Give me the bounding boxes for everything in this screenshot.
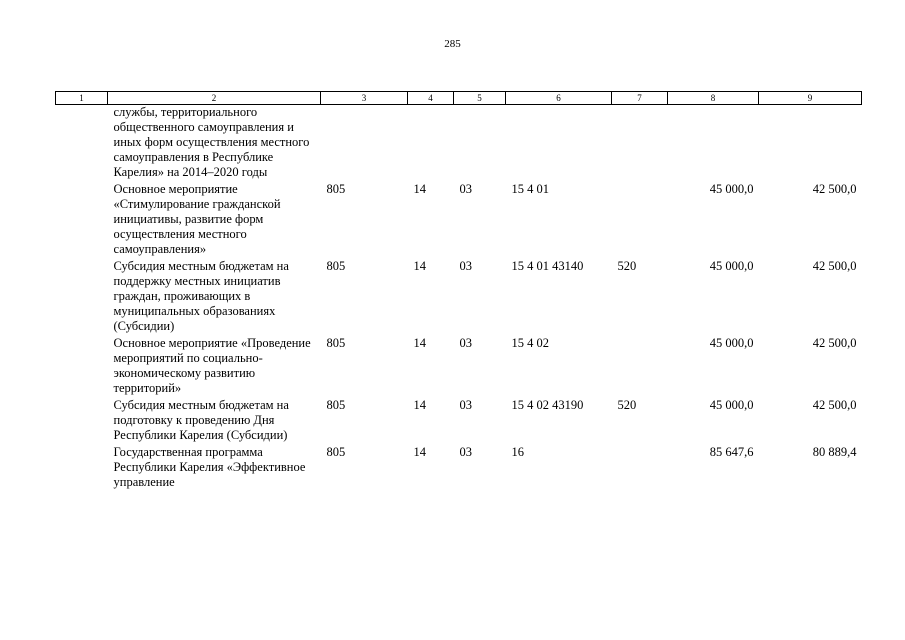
row-ministry-code: 805 bbox=[326, 336, 346, 350]
row-code-cell bbox=[56, 182, 108, 259]
table-row bbox=[56, 398, 862, 445]
row-subsection: 03 bbox=[459, 336, 472, 350]
page-number: 285 bbox=[444, 38, 461, 50]
column-number: 5 bbox=[454, 92, 506, 105]
row-amount-1: 45 000,0 bbox=[709, 398, 754, 412]
column-number: 2 bbox=[108, 92, 321, 105]
row-code-cell bbox=[56, 398, 108, 445]
table-row bbox=[56, 182, 862, 259]
table-row bbox=[56, 105, 862, 183]
row-subsection: 03 bbox=[459, 398, 472, 412]
row-amount-2: 42 500,0 bbox=[812, 182, 857, 196]
row-section: 14 bbox=[413, 336, 426, 350]
row-amount-2: 42 500,0 bbox=[812, 336, 857, 350]
row-target-article: 15 4 01 bbox=[511, 182, 549, 196]
column-number: 7 bbox=[612, 92, 668, 105]
row-ministry-code: 805 bbox=[326, 182, 346, 196]
row-section: 14 bbox=[413, 398, 426, 412]
row-section: 14 bbox=[413, 182, 426, 196]
row-ministry-code: 805 bbox=[326, 445, 346, 459]
row-amount-1 bbox=[668, 105, 759, 183]
row-target-article: 16 bbox=[511, 445, 524, 459]
column-number: 9 bbox=[759, 92, 862, 105]
row-code-cell bbox=[56, 445, 108, 492]
table-row bbox=[56, 336, 862, 398]
row-expense-type bbox=[612, 445, 668, 492]
row-amount-1: 45 000,0 bbox=[709, 259, 754, 273]
row-name: службы, территориального общественного самоуправления и иных форм осуществления местного самоуправления в Республике Карелия» на 2014–2020 годы bbox=[113, 105, 310, 179]
row-amount-1: 45 000,0 bbox=[709, 182, 754, 196]
row-target-article: 15 4 01 43140 bbox=[511, 259, 584, 273]
table-row bbox=[56, 259, 862, 336]
row-subsection bbox=[454, 105, 506, 183]
column-number: 8 bbox=[668, 92, 759, 105]
row-target-article bbox=[506, 105, 612, 183]
column-number: 4 bbox=[408, 92, 454, 105]
column-number: 3 bbox=[321, 92, 408, 105]
row-expense-type: 520 bbox=[617, 398, 637, 412]
row-target-article: 15 4 02 43190 bbox=[511, 398, 584, 412]
row-target-article: 15 4 02 bbox=[511, 336, 549, 350]
column-number: 6 bbox=[506, 92, 612, 105]
row-expense-type bbox=[612, 105, 668, 183]
row-subsection: 03 bbox=[459, 259, 472, 273]
row-section: 14 bbox=[413, 445, 426, 459]
row-subsection: 03 bbox=[459, 445, 472, 459]
budget-table bbox=[55, 91, 862, 492]
row-name: Государственная программа Республики Карелия «Эффективное управление bbox=[113, 445, 306, 489]
row-amount-1: 85 647,6 bbox=[709, 445, 754, 459]
row-amount-2 bbox=[759, 105, 862, 183]
row-amount-2: 80 889,4 bbox=[812, 445, 857, 459]
row-subsection: 03 bbox=[459, 182, 472, 196]
table-row bbox=[56, 445, 862, 492]
row-code-cell bbox=[56, 336, 108, 398]
row-section bbox=[408, 105, 454, 183]
column-number-row bbox=[56, 92, 862, 105]
row-amount-2: 42 500,0 bbox=[812, 259, 857, 273]
column-number: 1 bbox=[56, 92, 108, 105]
row-expense-type bbox=[612, 182, 668, 259]
row-section: 14 bbox=[413, 259, 426, 273]
row-name: Субсидия местным бюджетам на поддержку местных инициатив граждан, проживающих в муниципальных образованиях (Субсидии) bbox=[113, 259, 289, 333]
row-name: Основное мероприятие «Стимулирование гражданской инициативы, развитие форм осуществления местного самоуправления» bbox=[113, 182, 281, 256]
row-ministry-code: 805 bbox=[326, 398, 346, 412]
row-ministry-code bbox=[321, 105, 408, 183]
row-code-cell bbox=[56, 105, 108, 183]
row-name: Основное мероприятие «Проведение мероприятий по социально-экономическому развитию территорий» bbox=[113, 336, 311, 395]
row-expense-type bbox=[612, 336, 668, 398]
row-ministry-code: 805 bbox=[326, 259, 346, 273]
row-code-cell bbox=[56, 259, 108, 336]
row-expense-type: 520 bbox=[617, 259, 637, 273]
row-name: Субсидия местным бюджетам на подготовку к проведению Дня Республики Карелия (Субсидии) bbox=[113, 398, 289, 442]
row-amount-1: 45 000,0 bbox=[709, 336, 754, 350]
row-amount-2: 42 500,0 bbox=[812, 398, 857, 412]
